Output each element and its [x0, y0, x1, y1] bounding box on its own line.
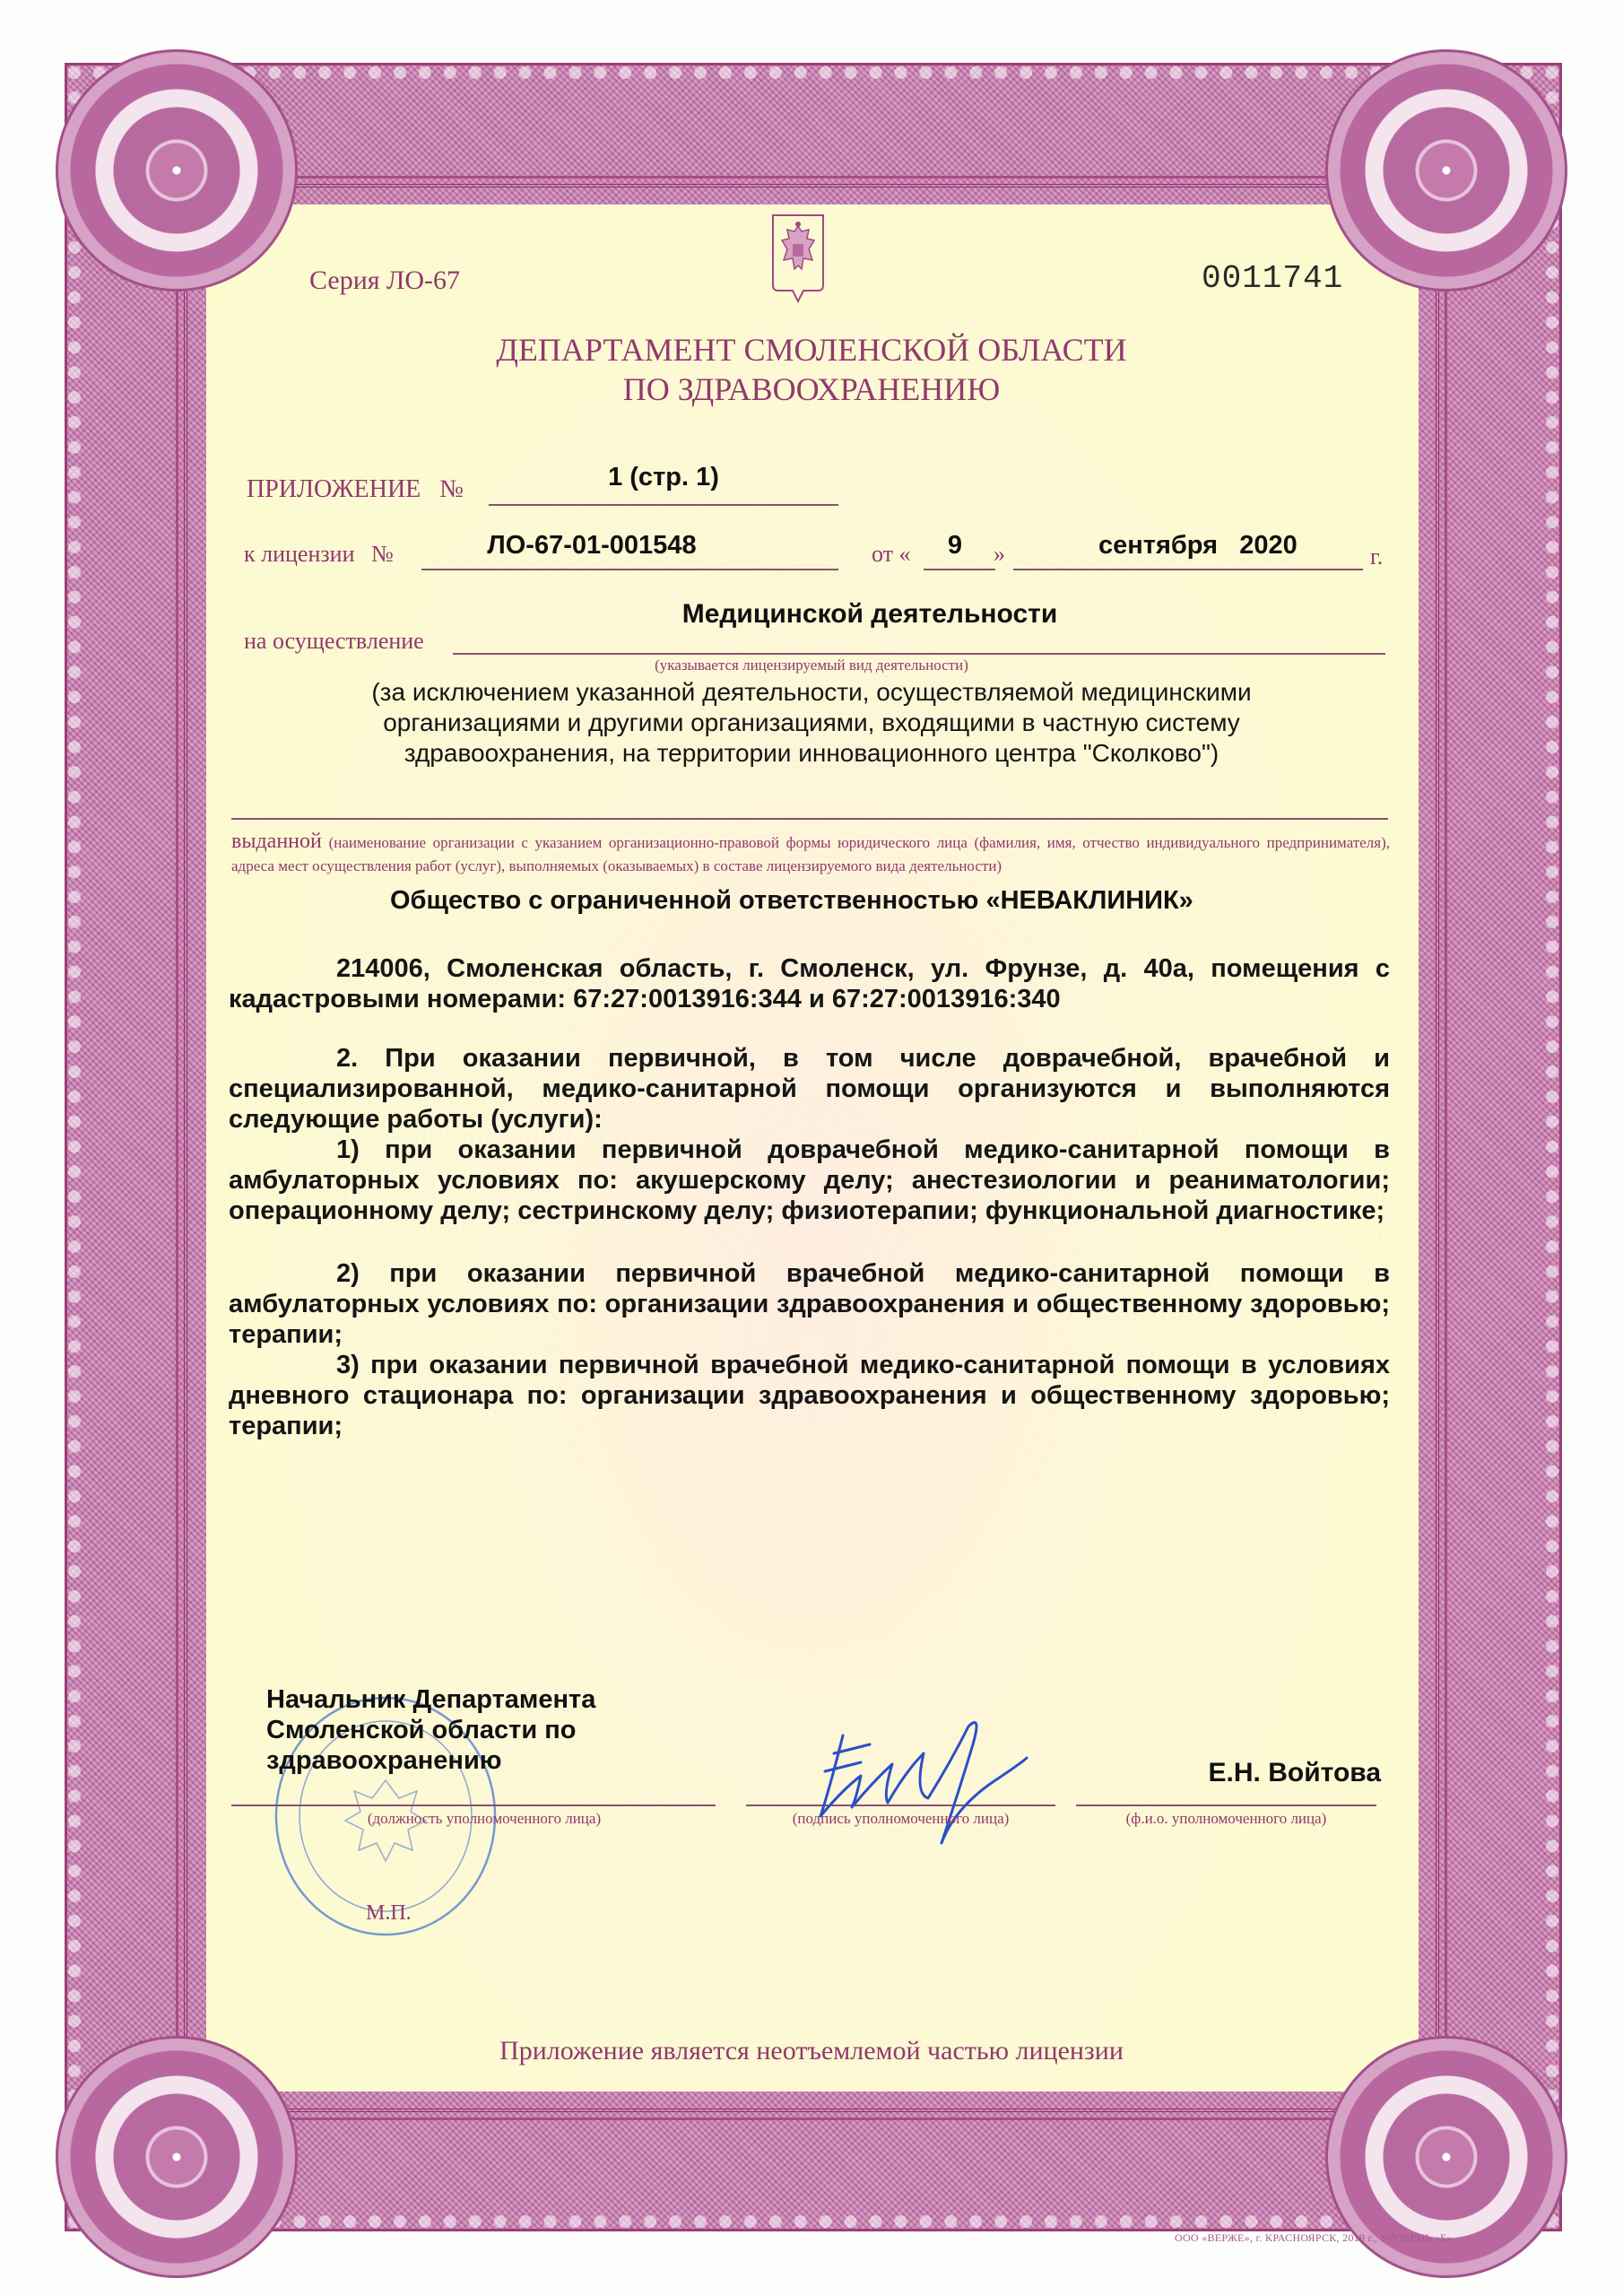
service-item-1: 1) при оказании первичной доврачебной медико-санитарной помощи в амбулаторных условиях по: акушерскому делу; анестезиологии и реаниматологии; операционному делу; сестринскому делу; физиотерапии; функциональной диагностике; [229, 1135, 1390, 1225]
caption-name: (ф.и.о. уполномоченного лица) [1125, 1810, 1327, 1827]
activity-underline [453, 653, 1385, 655]
license-label-text: к лицензии [244, 541, 355, 567]
caption-signature: (подпись уполномоченного лица) [792, 1810, 1010, 1827]
signatory-name: Е.Н. Войтова [1208, 1758, 1381, 1787]
printer-imprint: ООО «ВЕРЖЕ», г. КРАСНОЯРСК, 2019 г., УРОВЕНЬ «Б» [1175, 2231, 1453, 2244]
coat-of-arms-icon [771, 213, 825, 303]
appendix-number-underline [489, 504, 838, 506]
license-month-underline [1013, 569, 1363, 570]
license-open-quote: « [898, 541, 911, 567]
licensed-activity-value [453, 599, 1394, 630]
appendix-label [247, 475, 464, 504]
license-number-sign: № [371, 541, 394, 567]
corner-rosette-top-left [56, 49, 298, 291]
license-number-underline [421, 569, 838, 570]
appendix-footer-note: Приложение является неотъемлемой частью лицензии [499, 2036, 1124, 2066]
issued-caption-block [231, 831, 1390, 878]
license-year-suffix: г. [1370, 544, 1384, 570]
signatory-position-line3: здравоохранению [266, 1746, 502, 1775]
form-serial-number: 0011741 [1202, 260, 1344, 297]
license-month-year-value: сентября 2020 [1098, 531, 1298, 560]
appendix-number-value: 1 (стр. 1) [608, 463, 719, 491]
service-item-2: 2) при оказании первичной врачебной медико-санитарной помощи в амбулаторных условиях по: организации здравоохранения и общественному здоровью; терапии; [229, 1259, 1390, 1349]
organization-address: 214006, Смоленская область, г. Смоленск, ул. Фрунзе, д. 40а, помещения с кадастровыми номерами: 67:27:0013916:344 и 67:27:0013916:340 [229, 954, 1390, 1013]
position-underline [231, 1805, 716, 1806]
organization-name: Общество с ограниченной ответственностью «НЕВАКЛИНИК» [390, 886, 1193, 915]
appendix-number-sign: № [439, 475, 464, 503]
issued-caption: (наименование организации с указанием организационно-правовой формы юридического лица (фамилия, имя, отчество индивидуального предпринимателя), адреса мест осуществления работ (услуг), выполняемых (оказываемых) в составе лицензируемого вида деятельности) [231, 834, 1390, 874]
signatory-position-line2: Смоленской области по [266, 1716, 577, 1744]
activity-caption: (указывается лицензируемый вид деятельности) [655, 657, 968, 674]
issued-top-line [231, 818, 1388, 820]
department-title-line2: ПО ЗДРАВООХРАНЕНИЮ [622, 371, 1001, 407]
seal-placeholder-label: М.П. [366, 1901, 412, 1925]
license-day-underline [924, 569, 995, 570]
corner-rosette-top-right [1325, 49, 1567, 291]
department-title-line1: ДЕПАРТАМЕНТ СМОЛЕНСКОЙ ОБЛАСТИ [496, 332, 1127, 368]
licensed-activity-text: Медицинской деятельности [681, 599, 1058, 629]
license-from-text: от [872, 541, 894, 567]
service-item-3: 3) при оказании первичной врачебной медико-санитарной помощи в условиях дневного стационара по: организации здравоохранения и общественному здоровью; терапии; [229, 1351, 1390, 1440]
license-date-from-label [872, 541, 911, 568]
name-underline [1076, 1805, 1376, 1806]
series-label: Серия ЛО-67 [309, 265, 461, 295]
caption-position: (должность уполномоченного лица) [367, 1810, 602, 1827]
activity-label: на осуществление [244, 628, 424, 654]
license-number-value: ЛО-67-01-001548 [487, 531, 697, 560]
license-day-value: 9 [947, 531, 963, 560]
appendix-label-text: ПРИЛОЖЕНИЕ [247, 475, 421, 503]
signatory-position-line1: Начальник Департамента [266, 1685, 596, 1714]
license-close-quote: » [994, 541, 1005, 567]
issued-label: выданной [231, 830, 322, 853]
handwritten-signature [807, 1709, 1040, 1861]
section-2-intro: 2. При оказании первичной, в том числе доврачебной, врачебной и специализированной, медико-санитарной помощи организуются и выполняются следующие работы (услуги): [229, 1044, 1390, 1134]
license-label [244, 541, 394, 568]
signatory-position [266, 1684, 595, 1776]
department-title [229, 330, 1394, 409]
activity-exclusion: (за исключением указанной деятельности, осуществляемой медицинскими организациями и другими организациями, входящими в частную систему здравоохранения, на территории инновационного центра "Сколково") [371, 678, 1252, 767]
corner-rosette-bottom-left [56, 2036, 298, 2278]
